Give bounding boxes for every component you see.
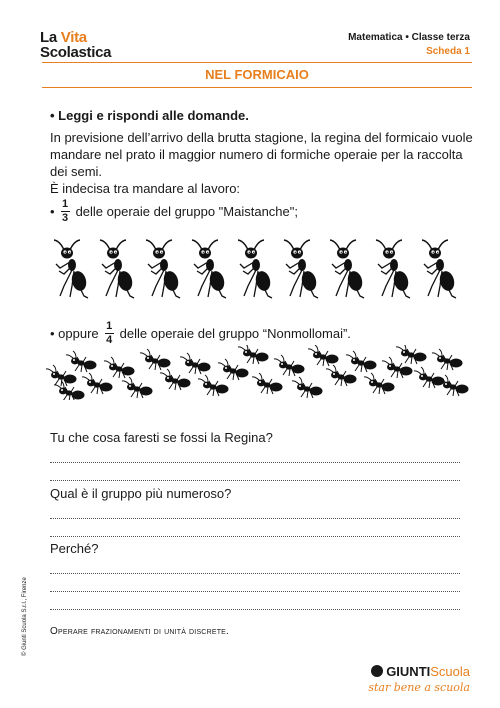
ant-7 [330, 240, 364, 298]
fraction-one-quarter [105, 321, 114, 346]
question-text: Tu che cosa faresti se fossi la Regina? [50, 430, 273, 445]
worksheet-content [50, 62, 475, 224]
ant-2 [100, 240, 134, 298]
answer-line[interactable] [50, 578, 460, 592]
sheet-label: Scheda 1 [426, 46, 470, 57]
instruction-text: • Leggi e rispondi alle domande. [50, 108, 249, 123]
fraction-numerator: 1 [106, 320, 113, 332]
fraction-denominator: 3 [62, 212, 69, 224]
answer-line[interactable] [50, 596, 460, 610]
question-text: Qual è il gruppo più numeroso? [50, 486, 232, 501]
logo-text-la: La [40, 29, 57, 46]
option-one-text: delle operaie del gruppo "Maistanche"; [75, 204, 298, 219]
ant-6 [284, 240, 318, 298]
answer-line[interactable] [50, 467, 460, 481]
brand-school: Scuola [430, 664, 470, 679]
page-title: NEL FORMICAIO [205, 67, 309, 82]
nonmollomai-ants-illustration [45, 345, 470, 400]
answer-line[interactable] [50, 505, 460, 519]
ant-1 [54, 240, 88, 298]
option-two-text: delle operaie del gruppo “Nonmollomai”. [119, 326, 351, 341]
option-one [50, 199, 475, 224]
fraction-numerator: 1 [62, 198, 69, 210]
la-vita-scolastica-logo [40, 30, 130, 60]
ant-4 [192, 240, 226, 298]
ant-3 [146, 240, 180, 298]
brand-tagline: star bene a scuola [368, 681, 470, 694]
ant-9 [422, 240, 456, 298]
bullet: • [50, 204, 55, 219]
question-text: Perché? [50, 541, 99, 556]
giunti-g-icon [371, 665, 383, 677]
problem-paragraph: In previsione dell’arrivo della brutta stagione, la regina del formicaio vuole mandare nel prato il maggior numero di formiche operaie per la raccolta dei semi. [50, 130, 473, 179]
ant-crowd [46, 345, 469, 400]
bullet: • oppure [50, 326, 99, 341]
ant-5 [238, 240, 272, 298]
brand-name: GIUNTI [386, 664, 431, 679]
maistanche-ants-illustration [50, 238, 470, 300]
subject-label: Matematica • Classe terza [348, 32, 470, 43]
answer-line[interactable] [50, 449, 460, 463]
title-band [42, 62, 472, 88]
answer-line[interactable] [50, 560, 460, 574]
question-3 [50, 541, 460, 610]
undecided-line: È indecisa tra mandare al lavoro: [50, 181, 241, 196]
ant-8 [376, 240, 410, 298]
answer-line[interactable] [50, 523, 460, 537]
giunti-scuola-logo [368, 664, 470, 694]
logo-text-vita: Vita [60, 29, 87, 46]
learning-objective: Operare frazionamenti di unità discrete. [50, 626, 230, 637]
option-two [50, 321, 351, 346]
question-2 [50, 486, 460, 537]
logo-text-scolastica: Scolastica [40, 44, 112, 61]
header-info [348, 31, 470, 59]
copyright-text: © Giunti Scuola S.r.l., Firenze [22, 577, 28, 656]
question-1 [50, 430, 460, 481]
fraction-one-third [61, 199, 70, 224]
fraction-denominator: 4 [106, 334, 113, 346]
